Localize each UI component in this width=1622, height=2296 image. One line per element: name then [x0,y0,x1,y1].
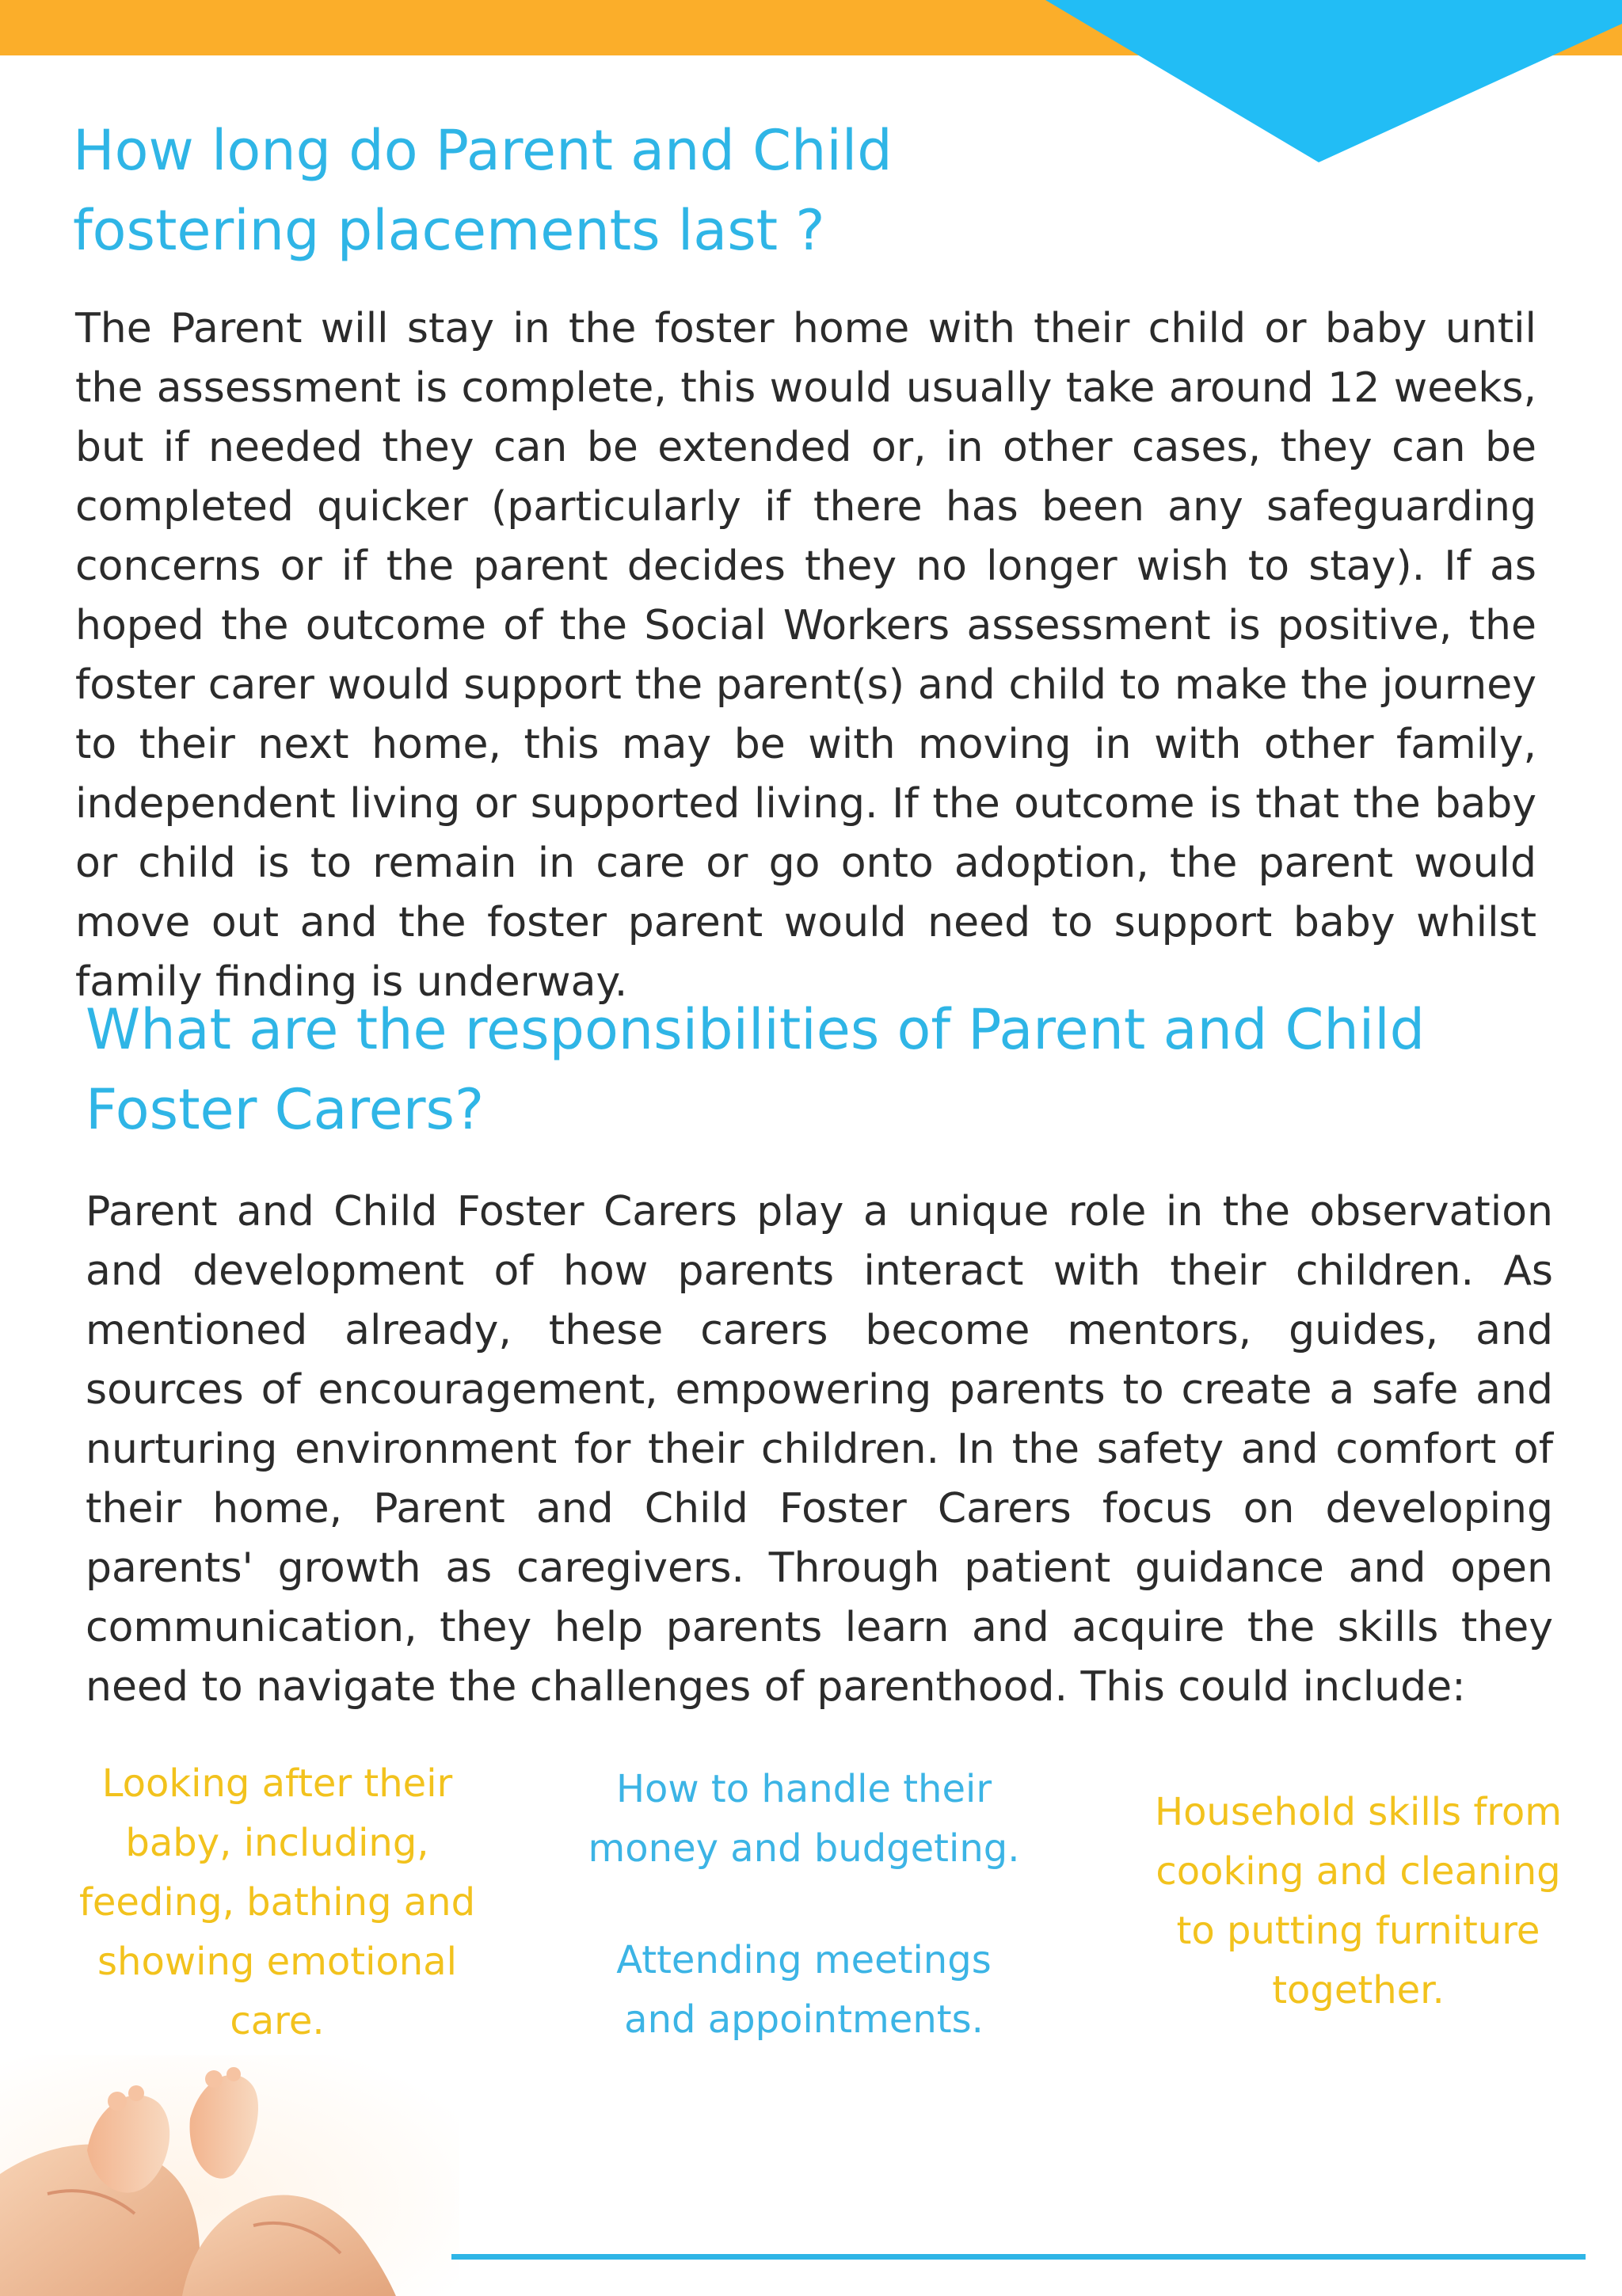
heading-responsibilities: What are the responsibilities of Parent and Child Foster Carers? [86,997,1426,1142]
skill-appointments: Attending meetings and appointments. [616,1938,992,2042]
hands-holding-baby-feet-image [0,2055,459,2296]
paragraph-placement-length: The Parent will stay in the foster home with their child or baby until the assessment is complete, this would usually take around 12 weeks, but if needed they can be extended or, in other cases, they can be completed quicker (particularly if there has been any safeguarding concerns or if the parent decides they no longer wish to stay). If as hoped the outcome of the Social Workers assessment is positive, the foster carer would support the parent(s) and child to make the journey to their next home, this may be with moving in with other family, independent living or supported living. If the outcome is that the baby or child is to remain in care or go onto adoption, the parent would move out and the foster parent would need to support baby whilst family finding is underway. [75,305,1536,1006]
paragraph-responsibilities: Parent and Child Foster Carers play a unique role in the observation and development of how parents interact with their children. As mentioned already, these carers become mentors, guides, and sources of encouragement, empowering parents to create a safe and nurturing environment for their children. In the safety and comfort of their home, Parent and Child Foster Carers focus on developing parents' growth as caregivers. Through patient guidance and open communication, they help parents learn and acquire the skills they need to navigate the challenges of parenthood. This could include: [86,1188,1553,1711]
skill-baby-care: Looking after their baby, including, feeding, bathing and showing emotional care. [78,1761,476,2043]
heading-placement-length: How long do Parent and Child fostering placements last ? [73,118,893,263]
skill-budgeting: How to handle their money and budgeting. [588,1767,1020,1871]
top-blue-triangle [1045,0,1622,162]
skill-household: Household skills from cooking and cleaning to putting furniture together. [1154,1790,1563,2012]
bottom-blue-rule [451,2254,1586,2260]
